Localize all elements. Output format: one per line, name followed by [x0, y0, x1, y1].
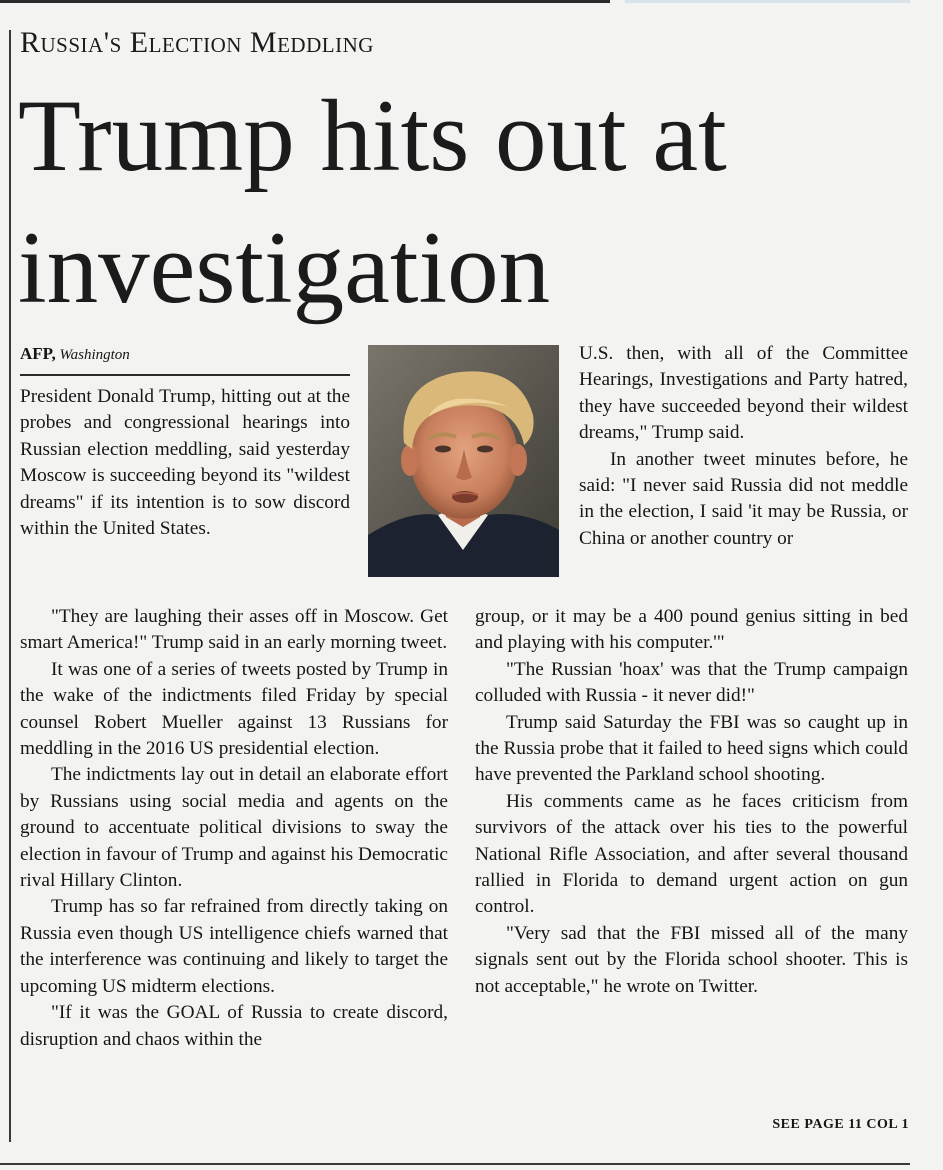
- paragraph: "If it was the GOAL of Russia to create discord, disruption and chaos within the: [20, 1002, 448, 1050]
- portrait-icon: [368, 345, 559, 577]
- paragraph: "The Russian 'hoax' was that the Trump campaign colluded with Russia - it never did!": [475, 658, 908, 707]
- paragraph: It was one of a series of tweets posted by Trump in the wake of the indictments filed Friday by special counsel Robert Mueller against 13 Russians for meddling in the 2016 US presidential election.: [20, 658, 448, 760]
- headline: Trump hits out at investigation: [18, 79, 727, 325]
- paragraph: President Donald Trump, hitting out at the probes and congressional hearings into Russian election meddling, said yesterday Moscow is succeeding beyond its "wildest dreams" if its intention is to sow discord within the United States.: [20, 386, 350, 540]
- column-1-narrow: [20, 384, 350, 542]
- paragraph: group, or it may be a 400 pound genius sitting in bed and playing with his computer.'": [475, 606, 908, 654]
- section-kicker: Russia's Election Meddling: [20, 26, 374, 59]
- paragraph: Trump said Saturday the FBI was so caught up in the Russia probe that it failed to heed signs which could have prevented the Parkland school shooting.: [475, 711, 908, 786]
- paragraph: The indictments lay out in detail an elaborate effort by Russians using social media and agents on the ground to accentuate political divisions to sway the election in favour of Trump and against his Democratic rival Hillary Clinton.: [20, 764, 448, 892]
- paragraph: Trump has so far refrained from directly taking on Russia even though US intelligence chiefs warned that the interference was continuing and likely to target the upcoming US midterm elections.: [20, 896, 448, 997]
- column-1: [20, 604, 448, 1053]
- top-rule-faded: [625, 0, 910, 3]
- byline: [20, 344, 130, 364]
- byline-rule: [20, 374, 350, 376]
- top-rule: [0, 0, 610, 3]
- paragraph: "They are laughing their asses off in Moscow. Get smart America!" Trump said in an early morning tweet.: [20, 606, 448, 654]
- continued-jump-line: SEE PAGE 11 COL 1: [772, 1117, 909, 1132]
- paragraph: His comments came as he faces criticism from survivors of the attack over his ties to the powerful National Rifle Association, and after several thousand rallied in Florida to demand urgent action on gun control.: [475, 790, 908, 918]
- paragraph: In another tweet minutes before, he said: "I never said Russia did not meddle in the election, I said 'it may be Russia, or China or another country or: [579, 448, 908, 549]
- bottom-rule: [0, 1163, 910, 1165]
- column-2: [475, 604, 908, 1000]
- byline-place: Washington: [59, 347, 130, 363]
- column-rule: [9, 30, 11, 1142]
- paragraph: U.S. then, with all of the Committee Hearings, Investigations and Party hatred, they have succeeded beyond their wildest dreams," Trump said.: [579, 343, 908, 444]
- photo-portrait: [368, 345, 559, 577]
- paragraph: "Very sad that the FBI missed all of the many signals sent out by the Florida school shooter. This is not acceptable," he wrote on Twitter.: [475, 922, 908, 997]
- column-2-narrow: [579, 341, 908, 552]
- byline-agency: AFP,: [20, 344, 56, 363]
